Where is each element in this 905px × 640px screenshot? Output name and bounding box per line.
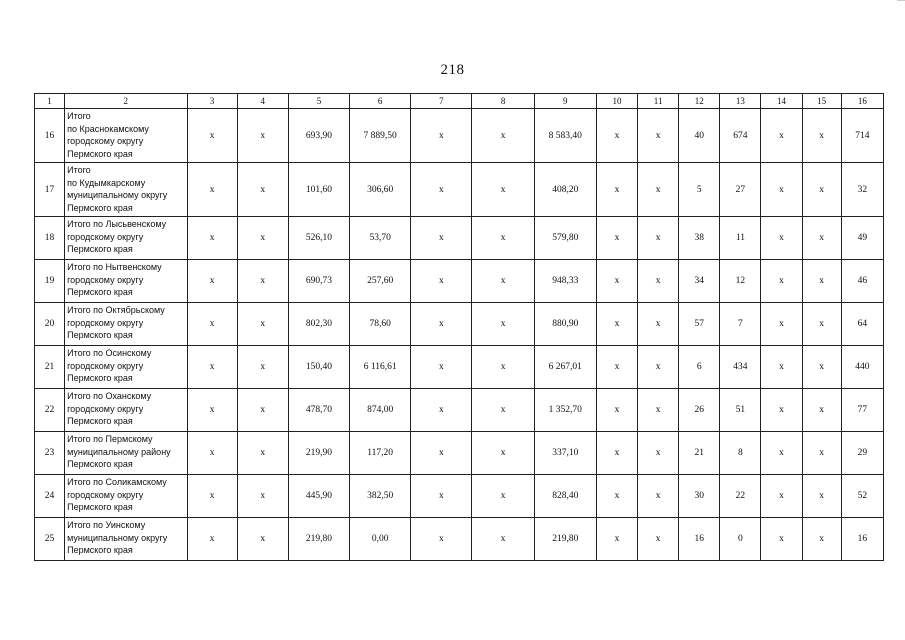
municipality-name <box>65 432 187 475</box>
cell-col-10: х <box>596 260 637 303</box>
cell-col-14: х <box>761 432 802 475</box>
cell-col-6: 6 116,61 <box>350 346 411 389</box>
municipality-name-line: муниципальному округу <box>67 190 168 200</box>
municipality-name-line: городскому округу <box>67 231 144 242</box>
column-header-10: 10 <box>596 94 637 109</box>
cell-col-12: 38 <box>679 217 720 260</box>
cell-col-13: 0 <box>720 518 761 561</box>
cell-col-10: х <box>596 518 637 561</box>
municipality-name-line: муниципальному району <box>67 446 171 457</box>
cell-col-11: х <box>638 389 679 432</box>
cell-col-10: х <box>596 346 637 389</box>
table-row <box>35 346 884 389</box>
municipality-name-line: Пермского края <box>67 244 133 254</box>
cell-col-15: х <box>802 163 841 217</box>
cell-col-13: 7 <box>720 303 761 346</box>
column-header-4: 4 <box>237 94 288 109</box>
data-table <box>34 93 884 561</box>
cell-col-11: х <box>638 346 679 389</box>
cell-col-9: 337,10 <box>534 432 596 475</box>
cell-col-8: х <box>472 518 534 561</box>
page-number: 218 <box>440 62 465 78</box>
cell-col-6: 78,60 <box>350 303 411 346</box>
cell-col-14: х <box>761 475 802 518</box>
cell-col-6: 382,50 <box>350 475 411 518</box>
cell-col-6: 306,60 <box>350 163 411 217</box>
municipality-name-line: Итого по Лысьвенскому <box>67 219 167 229</box>
cell-col-8: х <box>472 303 534 346</box>
municipality-name-line: Пермского края <box>67 459 133 469</box>
municipality-name <box>65 109 187 163</box>
column-header-12: 12 <box>679 94 720 109</box>
cell-col-6: 117,20 <box>350 432 411 475</box>
cell-col-14: х <box>761 163 802 217</box>
row-number: 23 <box>35 432 65 475</box>
cell-col-3: х <box>187 346 237 389</box>
cell-col-8: х <box>472 109 534 163</box>
cell-col-4: х <box>237 163 288 217</box>
cell-col-3: х <box>187 217 237 260</box>
cell-col-8: х <box>472 260 534 303</box>
cell-col-12: 34 <box>679 260 720 303</box>
row-number: 22 <box>35 389 65 432</box>
cell-col-5: 219,90 <box>288 432 349 475</box>
cell-col-3: х <box>187 163 237 217</box>
cell-col-16: 52 <box>841 475 883 518</box>
cell-col-13: 674 <box>720 109 761 163</box>
cell-col-12: 16 <box>679 518 720 561</box>
municipality-name-line: Пермского края <box>67 148 133 159</box>
column-header-13: 13 <box>720 94 761 109</box>
cell-col-8: х <box>472 389 534 432</box>
column-header-7: 7 <box>411 94 472 109</box>
cell-col-14: х <box>761 217 802 260</box>
cell-col-12: 6 <box>679 346 720 389</box>
cell-col-3: х <box>187 475 237 518</box>
cell-col-7: х <box>411 475 472 518</box>
column-header-8: 8 <box>472 94 534 109</box>
cell-col-11: х <box>638 303 679 346</box>
cell-col-7: х <box>411 217 472 260</box>
column-header-2: 2 <box>65 94 187 109</box>
cell-col-4: х <box>237 260 288 303</box>
municipality-name <box>65 260 187 303</box>
cell-col-5: 690,73 <box>288 260 349 303</box>
cell-col-5: 219,80 <box>288 518 349 561</box>
cell-col-5: 693,90 <box>288 109 349 163</box>
cell-col-4: х <box>237 303 288 346</box>
cell-col-11: х <box>638 260 679 303</box>
cell-col-5: 526,10 <box>288 217 349 260</box>
cell-col-4: х <box>237 432 288 475</box>
cell-col-16: 32 <box>841 163 883 217</box>
cell-col-16: 440 <box>841 346 883 389</box>
municipality-name-line: Пермского края <box>67 502 133 512</box>
cell-col-9: 828,40 <box>534 475 596 518</box>
cell-col-12: 40 <box>679 109 720 163</box>
municipality-name-line: Итого <box>67 111 91 121</box>
cell-col-16: 64 <box>841 303 883 346</box>
cell-col-15: х <box>802 260 841 303</box>
cell-col-15: х <box>802 518 841 561</box>
cell-col-9: 219,80 <box>534 518 596 561</box>
row-number: 20 <box>35 303 65 346</box>
municipality-name <box>65 475 187 518</box>
cell-col-8: х <box>472 217 534 260</box>
cell-col-16: 77 <box>841 389 883 432</box>
table-row <box>35 109 884 163</box>
cell-col-15: х <box>802 346 841 389</box>
table-row <box>35 217 884 260</box>
cell-col-13: 8 <box>720 432 761 475</box>
cell-col-8: х <box>472 432 534 475</box>
cell-col-4: х <box>237 389 288 432</box>
cell-col-12: 26 <box>679 389 720 432</box>
cell-col-5: 150,40 <box>288 346 349 389</box>
cell-col-16: 46 <box>841 260 883 303</box>
municipality-name-line: городскому округу <box>67 489 144 500</box>
municipality-name-line: по Кудымкарскому <box>67 177 146 188</box>
column-header-1: 1 <box>35 94 65 109</box>
cell-col-14: х <box>761 303 802 346</box>
cell-col-9: 1 352,70 <box>534 389 596 432</box>
cell-col-5: 478,70 <box>288 389 349 432</box>
municipality-name-line: городскому округу <box>67 136 144 146</box>
row-number: 21 <box>35 346 65 389</box>
cell-col-13: 434 <box>720 346 761 389</box>
column-header-9: 9 <box>534 94 596 109</box>
municipality-name-line: Пермского края <box>67 202 133 213</box>
municipality-name-line: городскому округу <box>67 360 144 371</box>
cell-col-15: х <box>802 432 841 475</box>
cell-col-4: х <box>237 346 288 389</box>
cell-col-7: х <box>411 109 472 163</box>
cell-col-5: 101,60 <box>288 163 349 217</box>
cell-col-12: 30 <box>679 475 720 518</box>
cell-col-11: х <box>638 475 679 518</box>
cell-col-15: х <box>802 109 841 163</box>
column-header-16: 16 <box>841 94 883 109</box>
municipality-name-line: Итого по Соликамскому <box>67 477 167 487</box>
municipality-name <box>65 518 187 561</box>
municipality-name-line: Пермского края <box>67 287 133 297</box>
cell-col-11: х <box>638 217 679 260</box>
table-body <box>35 109 884 561</box>
municipality-name <box>65 303 187 346</box>
cell-col-14: х <box>761 109 802 163</box>
cell-col-10: х <box>596 217 637 260</box>
cell-col-16: 714 <box>841 109 883 163</box>
municipality-name-line: городскому округу <box>67 274 144 285</box>
cell-col-7: х <box>411 432 472 475</box>
municipality-name-line: Пермского края <box>67 545 133 555</box>
cell-col-14: х <box>761 346 802 389</box>
cell-col-14: х <box>761 260 802 303</box>
row-number: 16 <box>35 109 65 163</box>
table-row <box>35 163 884 217</box>
cell-col-12: 21 <box>679 432 720 475</box>
cell-col-11: х <box>638 109 679 163</box>
cell-col-7: х <box>411 518 472 561</box>
municipality-name-line: Пермского края <box>67 330 133 340</box>
cell-col-11: х <box>638 432 679 475</box>
table-header <box>35 94 884 109</box>
table-row <box>35 518 884 561</box>
cell-col-5: 445,90 <box>288 475 349 518</box>
municipality-name-line: Итого <box>67 165 91 175</box>
municipality-name-line: Итого по Уинскому <box>67 520 146 530</box>
cell-col-10: х <box>596 389 637 432</box>
municipality-name-line: Итого по Оханскому <box>67 391 152 401</box>
cell-col-7: х <box>411 346 472 389</box>
cell-col-3: х <box>187 260 237 303</box>
cell-col-13: 27 <box>720 163 761 217</box>
cell-col-9: 880,90 <box>534 303 596 346</box>
column-header-6: 6 <box>350 94 411 109</box>
cell-col-15: х <box>802 303 841 346</box>
cell-col-3: х <box>187 389 237 432</box>
scan-edge-mark <box>897 0 905 1</box>
cell-col-13: 51 <box>720 389 761 432</box>
cell-col-10: х <box>596 109 637 163</box>
municipality-name <box>65 163 187 217</box>
cell-col-16: 16 <box>841 518 883 561</box>
column-header-5: 5 <box>288 94 349 109</box>
cell-col-6: 53,70 <box>350 217 411 260</box>
cell-col-10: х <box>596 432 637 475</box>
cell-col-15: х <box>802 389 841 432</box>
cell-col-11: х <box>638 163 679 217</box>
cell-col-6: 874,00 <box>350 389 411 432</box>
cell-col-15: х <box>802 475 841 518</box>
cell-col-9: 948,33 <box>534 260 596 303</box>
municipality-name <box>65 389 187 432</box>
cell-col-6: 7 889,50 <box>350 109 411 163</box>
municipality-name-line: Итого по Осинскому <box>67 348 152 358</box>
cell-col-12: 57 <box>679 303 720 346</box>
header-row <box>35 94 884 109</box>
municipality-name <box>65 217 187 260</box>
municipality-name-line: Пермского края <box>67 416 133 426</box>
cell-col-8: х <box>472 163 534 217</box>
municipality-name <box>65 346 187 389</box>
cell-col-16: 49 <box>841 217 883 260</box>
cell-col-15: х <box>802 217 841 260</box>
cell-col-14: х <box>761 518 802 561</box>
cell-col-11: х <box>638 518 679 561</box>
cell-col-7: х <box>411 303 472 346</box>
cell-col-8: х <box>472 475 534 518</box>
municipality-name-line: Итого по Пермскому <box>67 434 153 444</box>
table-row <box>35 475 884 518</box>
column-header-15: 15 <box>802 94 841 109</box>
row-number: 19 <box>35 260 65 303</box>
municipality-name-line: муниципальному округу <box>67 532 168 543</box>
cell-col-6: 0,00 <box>350 518 411 561</box>
municipality-name-line: городскому округу <box>67 317 144 328</box>
cell-col-12: 5 <box>679 163 720 217</box>
cell-col-9: 579,80 <box>534 217 596 260</box>
cell-col-13: 11 <box>720 217 761 260</box>
cell-col-10: х <box>596 303 637 346</box>
cell-col-3: х <box>187 518 237 561</box>
table-row <box>35 260 884 303</box>
cell-col-10: х <box>596 163 637 217</box>
cell-col-14: х <box>761 389 802 432</box>
cell-col-10: х <box>596 475 637 518</box>
column-header-11: 11 <box>638 94 679 109</box>
row-number: 24 <box>35 475 65 518</box>
row-number: 25 <box>35 518 65 561</box>
cell-col-5: 802,30 <box>288 303 349 346</box>
cell-col-9: 8 583,40 <box>534 109 596 163</box>
table-row <box>35 389 884 432</box>
table-row <box>35 303 884 346</box>
municipality-name-line: Пермского края <box>67 373 133 383</box>
municipality-name-line: городскому округу <box>67 403 144 414</box>
cell-col-9: 408,20 <box>534 163 596 217</box>
cell-col-9: 6 267,01 <box>534 346 596 389</box>
cell-col-7: х <box>411 389 472 432</box>
cell-col-7: х <box>411 163 472 217</box>
table-row <box>35 432 884 475</box>
cell-col-8: х <box>472 346 534 389</box>
cell-col-4: х <box>237 217 288 260</box>
cell-col-13: 22 <box>720 475 761 518</box>
column-header-14: 14 <box>761 94 802 109</box>
column-header-3: 3 <box>187 94 237 109</box>
cell-col-4: х <box>237 518 288 561</box>
municipality-name-line: Итого по Октябрьскому <box>67 305 165 315</box>
municipality-name-line: Итого по Нытвенскому <box>67 262 162 272</box>
cell-col-13: 12 <box>720 260 761 303</box>
cell-col-7: х <box>411 260 472 303</box>
cell-col-6: 257,60 <box>350 260 411 303</box>
cell-col-16: 29 <box>841 432 883 475</box>
municipality-name-line: по Краснокамскому <box>67 123 149 134</box>
row-number: 18 <box>35 217 65 260</box>
cell-col-3: х <box>187 109 237 163</box>
cell-col-4: х <box>237 109 288 163</box>
cell-col-3: х <box>187 303 237 346</box>
cell-col-3: х <box>187 432 237 475</box>
row-number: 17 <box>35 163 65 217</box>
cell-col-4: х <box>237 475 288 518</box>
